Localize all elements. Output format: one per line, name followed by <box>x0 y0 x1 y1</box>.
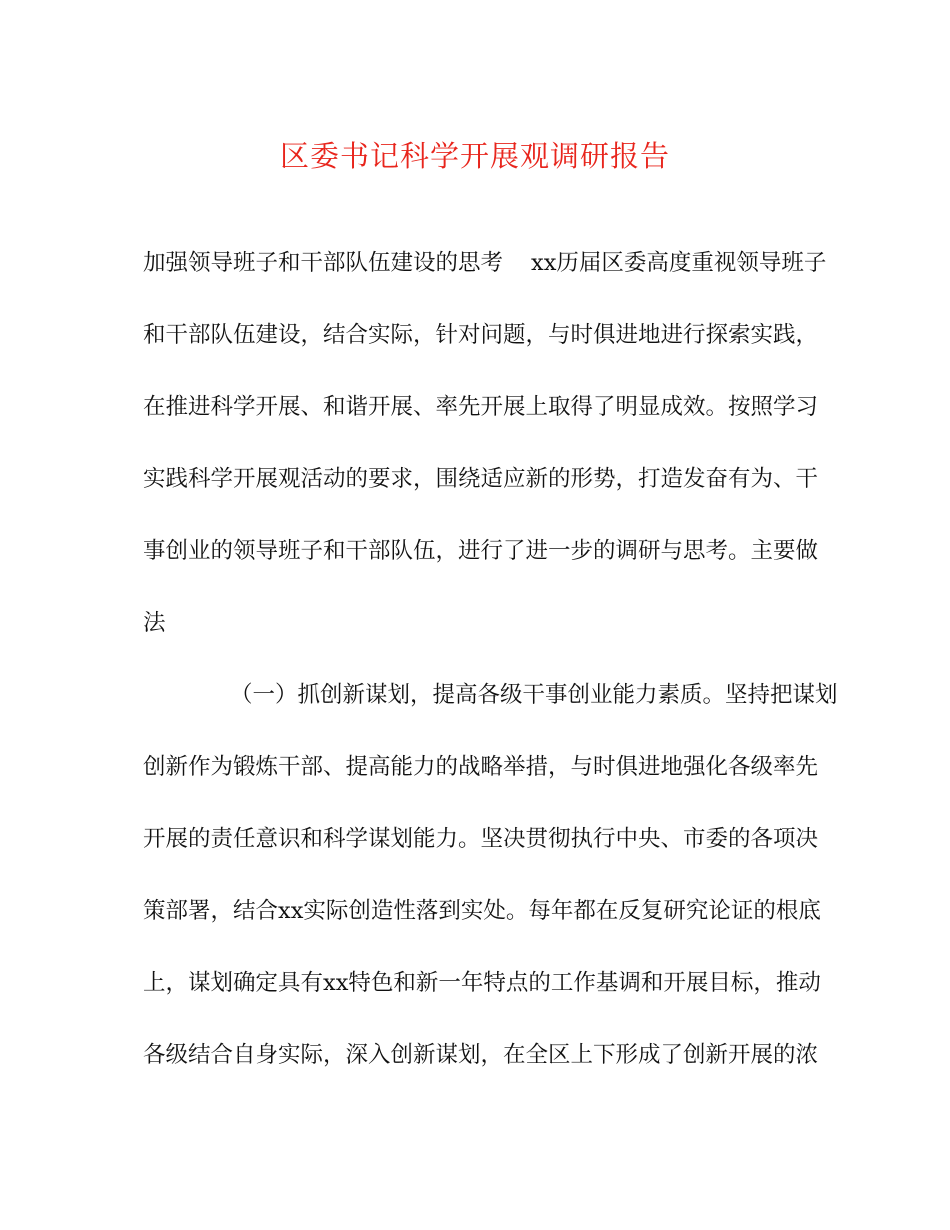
paragraph-line-6: 法 <box>143 610 166 636</box>
paragraph-line-9: 开展的责任意识和科学谋划能力。坚决贯彻执行中央、市委的各项决 <box>143 826 819 852</box>
document-title: 区委书记科学开展观调研报告 <box>279 139 670 173</box>
paragraph-line-7: （一）抓创新谋划，提高各级干事创业能力素质。坚持把谋划 <box>230 682 838 708</box>
paragraph-line-11: 上，谋划确定具有xx特色和新一年特点的工作基调和开展目标，推动 <box>143 970 821 996</box>
paragraph-line-8: 创新作为锻炼干部、提高能力的战略举措，与时俱进地强化各级率先 <box>143 754 819 780</box>
line-1-part-a: 加强领导班子和干部队伍建设的思考 <box>143 250 504 276</box>
paragraph-line-1 <box>143 247 826 279</box>
paragraph-line-5: 事创业的领导班子和干部队伍，进行了进一步的调研与思考。主要做 <box>143 538 819 564</box>
paragraph-line-2: 和干部队伍建设，结合实际，针对问题，与时俱进地进行探索实践， <box>143 322 819 348</box>
paragraph-line-12: 各级结合自身实际，深入创新谋划，在全区上下形成了创新开展的浓 <box>143 1042 819 1068</box>
paragraph-line-3: 在推进科学开展、和谐开展、率先开展上取得了明显成效。按照学习 <box>143 394 819 420</box>
paragraph-line-4: 实践科学开展观活动的要求，围绕适应新的形势，打造发奋有为、干 <box>143 466 819 492</box>
line-1-part-b: xx历届区委高度重视领导班子 <box>531 250 827 276</box>
paragraph-line-10: 策部署，结合xx实际创造性落到实处。每年都在反复研究论证的根底 <box>143 898 821 924</box>
